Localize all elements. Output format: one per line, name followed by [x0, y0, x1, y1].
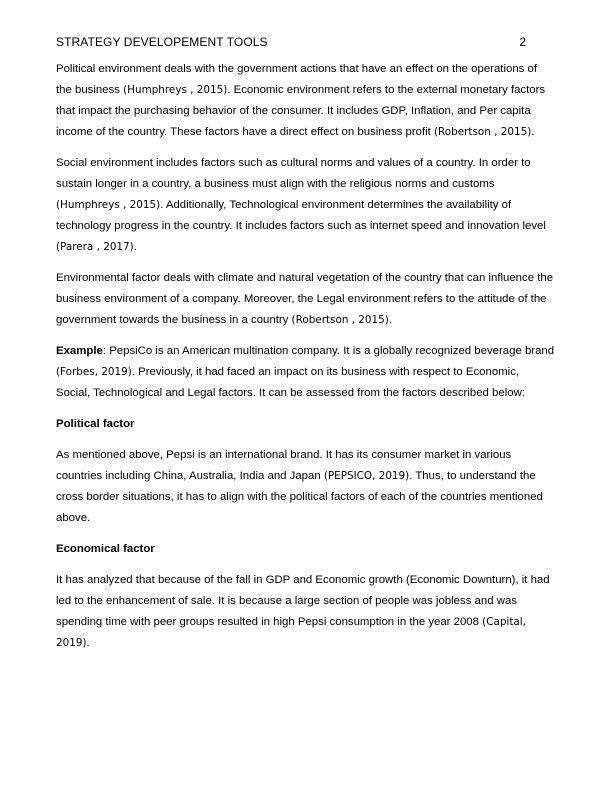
citation: (Robertson , 2015): [434, 126, 532, 138]
document-body: [56, 59, 556, 664]
paragraph-environmental-legal: Environmental factor deals with climate and natural vegetation of the country that can influence the business environment of a company. Moreover, the Legal environment refers to the attitude of the government towards the business in a country (Robertson , 2015).: [56, 272, 554, 326]
example-label: Example: [56, 345, 103, 357]
paragraph-political-economic: Political environment deals with the government actions that have an effect on the operations of the business (Humphreys , 2015). Economic environment refers to the external monetary factors that impact the purchasing behavior of the consumer. It includes GDP, Inflation, and Per capita income of the country. These factors have a direct effect on business profit (Robertson , 2015).: [56, 63, 546, 138]
paragraph-social-technological: Social environment includes factors such as cultural norms and values of a country. In order to sustain longer in a country, a business must align with the religious norms and customs (Humphreys , 2015). Additionally, Technological environment determines the availability of technology progress in the country. It includes factors such as internet speed and innovation level (Parera , 2017).: [56, 157, 546, 253]
heading-economical-factor: Economical factor: [56, 543, 155, 555]
citation: (Humphreys , 2015): [123, 84, 228, 96]
paragraph-political-factor: As mentioned above, Pepsi is an international brand. It has its consumer market in various countries including China, Australia, India and Japan (PEPSICO, 2019). Thus, to understand the cross border situations, it has to align with the political factors of each of the countries mentioned above.: [56, 449, 543, 524]
header-title: STRATEGY DEVELOPEMENT TOOLS: [56, 35, 268, 49]
citation: (Capital, 2019): [56, 616, 526, 649]
running-header: [56, 35, 526, 51]
citation: (Robertson , 2015): [291, 314, 389, 326]
paragraph-example: Example: PepsiCo is an American multination company. It is a globally recognized beverage brand (Forbes, 2019). Previously, it had faced an impact on its business with respect to Economic, Social, Technological and Legal factors. It can be assessed from the factors described below:: [56, 345, 555, 399]
citation: (Humphreys , 2015): [56, 199, 161, 211]
paragraph-economical-factor: It has analyzed that because of the fall in GDP and Economic growth (Economic Downturn), it had led to the enhancement of sale. It is because a large section of people was jobless and was spending time with peer groups resulted in high Pepsi consumption in the year 2008 (Capital, 2019).: [56, 574, 550, 649]
page-number: 2: [519, 35, 526, 49]
citation: (Forbes, 2019): [56, 366, 132, 378]
citation: (Parera , 2017): [56, 241, 134, 253]
citation: (PEPSICO, 2019): [323, 470, 410, 482]
heading-political-factor: Political factor: [56, 418, 135, 430]
